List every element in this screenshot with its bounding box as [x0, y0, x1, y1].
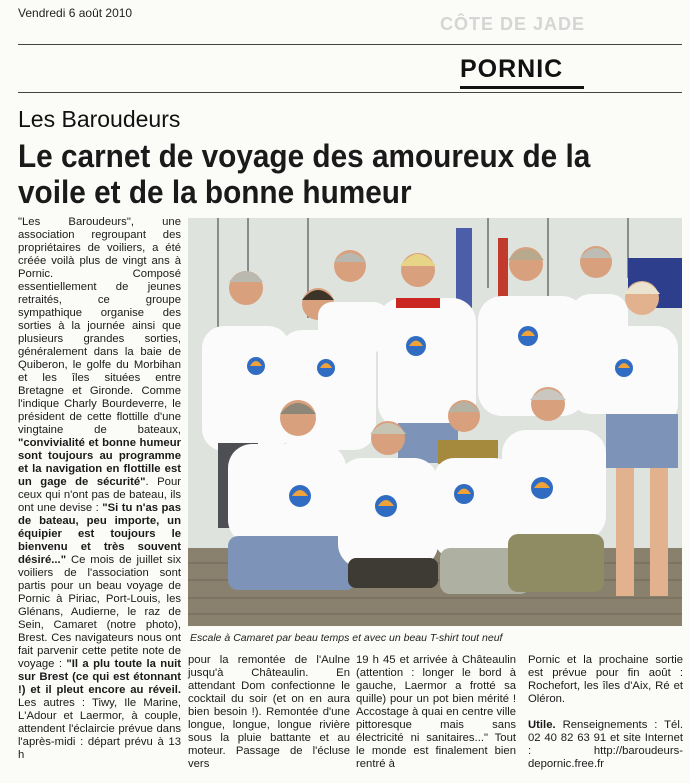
useful-info-label: Utile.	[528, 719, 556, 731]
column-1-segment: "Les Baroudeurs", une association regroupant des propriétaires de voiliers, a été créée voilà plus de vingt ans à Pornic. Composé essentiellement de jeunes retraités, ce groupe sympathique organise des sorties à la journée ainsi que plusieurs grandes sorties, généralement dans la baie de Quiberon, le golfe du Morbihan et les îles situées entre Bretagne et Gironde. Comme l'indique Charly Bourdeverre, le président de cette flottille d'une vingtaine de bateaux,	[18, 216, 181, 436]
column-4-text: Pornic et la prochaine sortie est prévue pour fin août : Rochefort, les îles d'Aix, Ré et Oléron.	[528, 654, 683, 705]
column-1-segment: "Il a plu toute la nuit sur Brest (ce qui est étonnant !) et il pleut encore au réveil.	[18, 658, 181, 696]
header-rule	[18, 44, 682, 45]
column-1-segment: . Pour ceux qui n'ont pas de bateau, ils ont une devise :	[18, 476, 182, 514]
section-name: CÔTE DE JADE	[440, 14, 586, 34]
rubric-rule	[18, 92, 682, 93]
column-1-segment: Ce mois de juillet six voiliers de l'association sont partis pour un beau voyage de Pornic à Piriac, Port-Louis, les Glénans, Audierne, le raz de Sein, Camaret (notre photo), Brest. Ces navigateurs nous ont fait parvenir cette petite note de voyage :	[18, 554, 181, 670]
article-column-3: 19 h 45 et arrivée à Châteaulin (attention : longer le bord à gauche, Laermor a frotté sa quille) pour un pot bien mérité ! Accostage à quai en centre ville pittoresque mais sans électricité ni sanitaires..." Tout le monde est finalement bien rentré à	[356, 654, 516, 770]
article-column-2: pour la remontée de l'Aulne jusqu'à Châteaulin. En attendant Dom confectionne le cocktail du soir (et on en aura bien besoin !). Remontée d'une longue, longue, longue rivière sous la pluie battante et au moteur. Passage de l'écluse vers	[188, 654, 350, 770]
group-photo-illustration	[188, 218, 682, 626]
article-column-4	[528, 654, 683, 771]
column-1-segment: "Si tu n'as pas de bateau, peu importe, un équipier est toujours le bienvenu et très souvent désiré..."	[18, 502, 181, 566]
town-underline	[460, 86, 584, 89]
useful-info-text: Renseignements : Tél. 02 40 82 63 91 et site Internet : http://baroudeurs-depornic.free.fr	[528, 719, 683, 770]
photo-caption: Escale à Camaret par beau temps et avec un beau T-shirt tout neuf	[190, 632, 503, 644]
group-photo	[188, 218, 682, 626]
article-column-1	[18, 216, 181, 762]
column-1-segment: Les autres : Tiwy, Ile Marine, L'Adour et Laermor, à couple, attendent l'éclaircie prévue dans l'après-midi : départ prévu à 13 h	[18, 697, 181, 761]
article-kicker: Les Baroudeurs	[18, 106, 181, 132]
column-1-segment: "convivialité et bonne humeur sont toujours au programme et la navigation en flottille est un gage de sécurité"	[18, 437, 181, 488]
town-rubric: PORNIC	[460, 55, 564, 83]
article-headline: Le carnet de voyage des amoureux de la voile et de la bonne humeur	[18, 138, 591, 210]
issue-date: Vendredi 6 août 2010	[18, 6, 133, 20]
